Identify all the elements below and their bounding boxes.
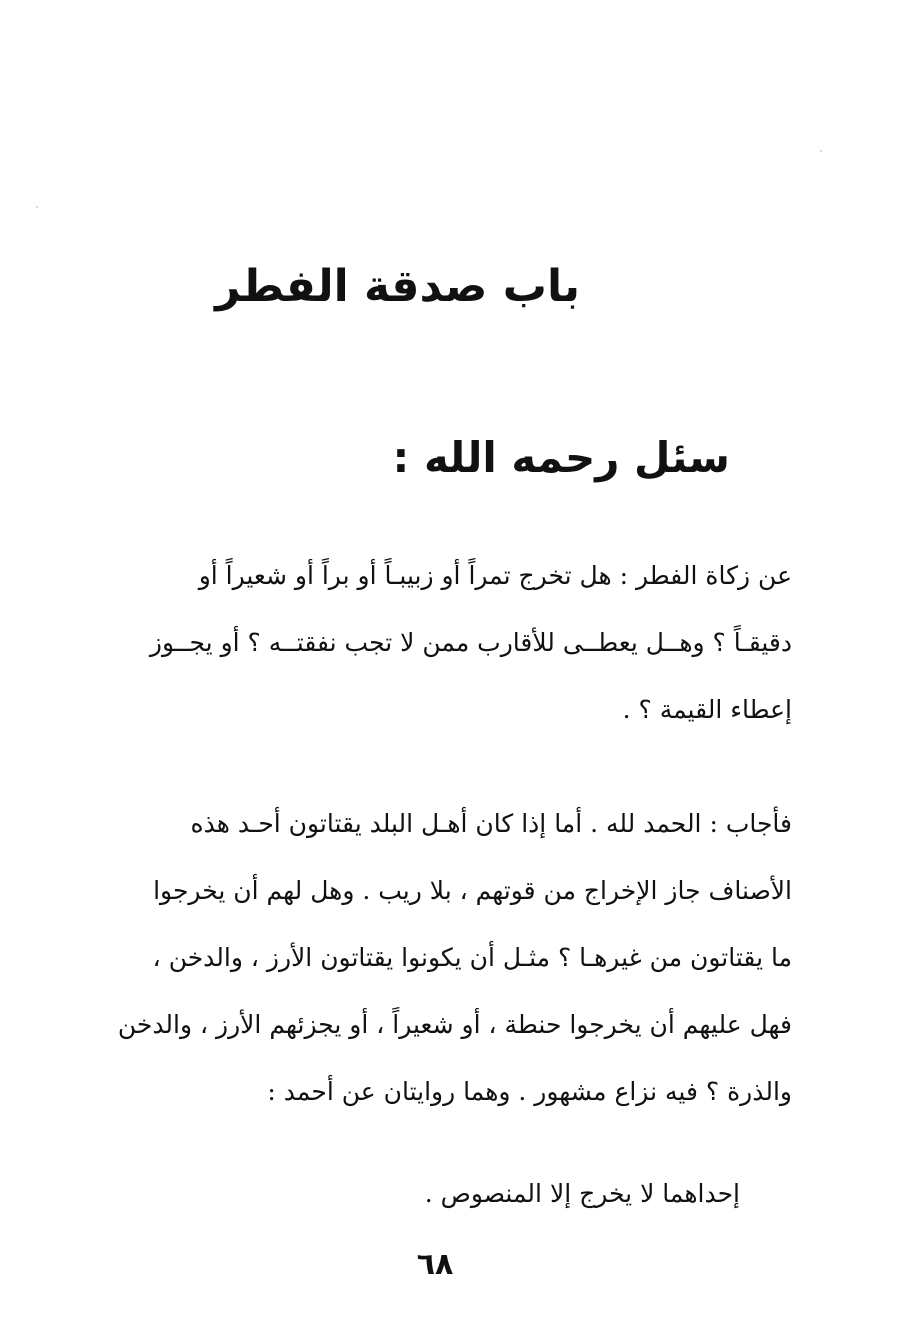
answer-line: فأجاب : الحمد لله . أما إذا كان أهـل البلد يقتاتون أحـد هذه <box>190 809 792 838</box>
question-heading: سئل رحمه الله : <box>392 433 730 482</box>
question-line: إعطاء القيمة ؟ . <box>622 695 792 724</box>
chapter-title: باب صدقة الفطر <box>215 261 580 312</box>
question-line: دقيقـاً ؟ وهــل يعطــى للأقارب ممن لا تجب نفقتــه ؟ أو يجــوز <box>149 628 792 657</box>
answer-line: فهل عليهم أن يخرجوا حنطة ، أو شعيراً ، أو يجزئهم الأرز ، والدخن <box>117 1010 792 1039</box>
answer-line: الأصناف جاز الإخراج من قوتهم ، بلا ريب . وهل لهم أن يخرجوا <box>153 876 792 905</box>
scan-speck <box>820 150 822 152</box>
answer-line: ما يقتاتون من غيرهـا ؟ مثـل أن يكونوا يقتاتون الأرز ، والدخن ، <box>152 943 792 972</box>
page-number: ٦٨ <box>416 1247 454 1282</box>
final-line: إحداهما لا يخرج إلا المنصوص . <box>424 1179 740 1208</box>
final-paragraph <box>380 1160 740 1227</box>
answer-paragraph <box>68 790 792 1125</box>
question-line: عن زكاة الفطر : هل تخرج تمراً أو زبيبـاً أو براً أو شعيراً أو <box>198 561 792 590</box>
scan-speck <box>36 206 38 208</box>
question-paragraph <box>72 542 792 743</box>
answer-line: والذرة ؟ فيه نزاع مشهور . وهما روايتان عن أحمد : <box>267 1077 792 1106</box>
